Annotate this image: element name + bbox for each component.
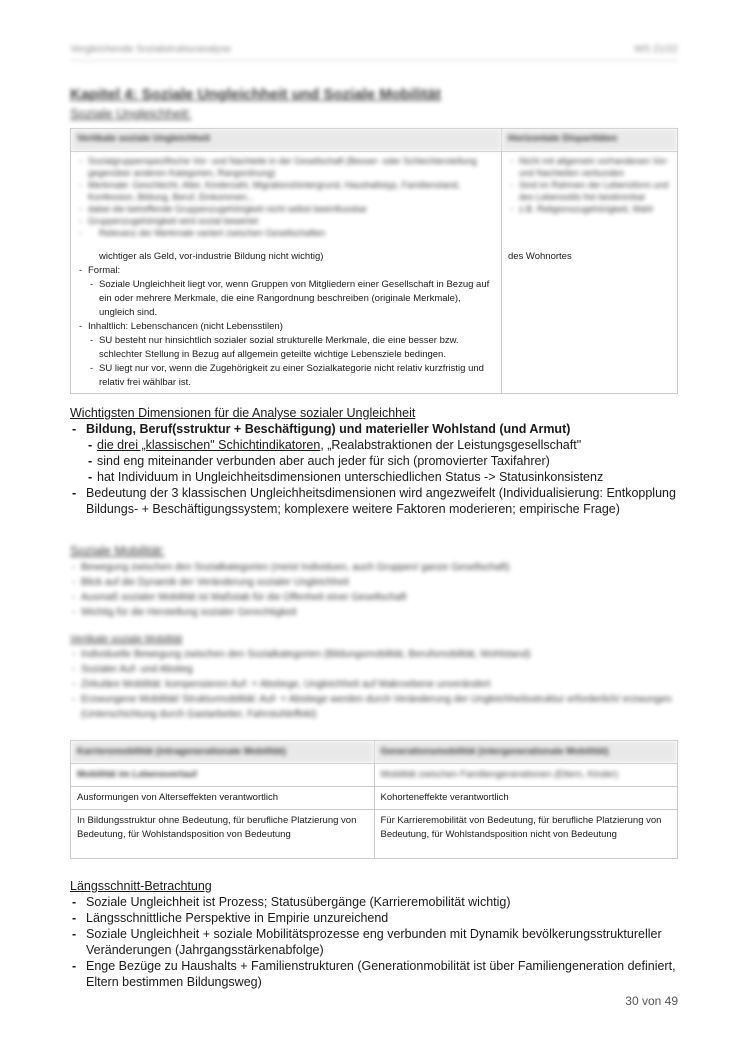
vertical-mobility-title: Vertikale soziale Mobilität	[70, 634, 183, 645]
table2-cell: Für Karrieremobilität von Bedeutung, für berufliche Platzierung von Bedeutung, für Wohlstandsposition nicht von Bedeutung	[374, 810, 678, 859]
list-item: - Nicht mit allgemein vorhandenen Vor- und Nachteilen verbunden	[508, 155, 671, 179]
inhaltlich-item: - SU besteht nur hinsichtlich sozialer sozial strukturelle Merkmale, die eine besser bzw. schlechter Stellung in Bezug auf allgemein geteilte wichtige Lebensziele bedingen.	[88, 334, 495, 362]
list-item: - z.B. Religionszugehörigkeit, Wahl	[508, 203, 671, 215]
mobility-table	[70, 740, 678, 859]
list-item: - Sozialgruppenspezifische Vor- und Nachteile in der Gesellschaft (Besser- oder Schlechterstellung gegenüber anderen Kategorien, Rangordnung)	[77, 155, 495, 179]
table2-cell: Mobilität zwischen Familiengenerationen (Eltern, Kinder)	[374, 764, 678, 787]
dimensions-section	[70, 405, 682, 517]
section-title-ungleichheit: Soziale Ungleichheit:	[70, 106, 192, 121]
list-item: - sind eng miteinander verbunden aber auch jeder für sich (promovierter Taxifahrer)	[86, 453, 682, 469]
list-item: - Bewegung zwischen den Sozialkategorien (meist Individuen, auch Gruppen/ ganze Gesellschaft)	[70, 560, 678, 575]
list-item: - dabei die betreffende Gruppenzugehörigkeit nicht selbst beeinflussbar	[77, 203, 495, 215]
inhaltlich-label: Inhaltlich: Lebenschancen (nicht Lebensstilen)	[88, 321, 283, 332]
list-item: - Wichtig für die Herstellung sozialer Gerechtigkeit	[70, 605, 678, 620]
list-item: - Blick auf die Dynamik der Veränderung sozialer Ungleichheit	[70, 575, 678, 590]
header-right: WS 21/22	[634, 44, 678, 55]
table2-cell: Mobilität im Lebensverlauf	[71, 764, 375, 787]
list-item: - Soziale Ungleichheit + soziale Mobilitätsprozesse eng verbunden mit Dynamik bevölkerungsstruktureller Veränderungen (Jahrgangsstärkenabfolge)	[70, 926, 682, 958]
list-item	[86, 437, 682, 453]
list-item: - Erzwungene Mobilität/ Strukturmobilität: Auf- + Abstiege werden durch Veränderung der Ungleichheitsstruktur erforderlich/ erzwungen (Unterschichtung durch Gastarbeiter, Fahrstuhleffekt)	[70, 692, 678, 722]
list-item: - Ausmaß sozialer Mobilität ist Maßstab für die Offenheit einer Gesellschaft	[70, 590, 678, 605]
chapter-title: Kapitel 4: Soziale Ungleichheit und Soziale Mobilität	[70, 86, 441, 103]
drei-suffix: , „Realabstraktionen der Leistungsgesellschaft"	[320, 438, 582, 452]
table2-header-karriere: Karrieremobilität (intragenerationale Mobilität)	[71, 741, 375, 764]
list-item: - hat Individuum in Ungleichheitsdimensionen unterschiedlichen Status -> Statusinkonsistenz	[86, 469, 682, 485]
inhaltlich-item: - SU liegt nur vor, wenn die Zugehörigkeit zu einer Sozialkategorie nicht relativ kurzfristig und relativ frei wählbar ist.	[88, 362, 495, 390]
list-item: - Gruppenzugehörigkeit wird sozial bewertet	[77, 215, 495, 227]
list-item: - Enge Bezüge zu Haushalts + Familienstrukturen (Generationmobilität ist über Familiengeneration definiert, Eltern bestimmen Bildungsweg)	[70, 958, 682, 990]
mobility-title: Soziale Mobilität:	[70, 544, 165, 558]
table1-cell-vertical	[71, 152, 502, 394]
longitudinal-title: Längsschnitt-Betrachtung	[70, 879, 212, 893]
list-item: - Merkmale: Geschlecht, Alter, Kinderzahl, Migrationshintergrund, Haushaltstyp, Familienstand, Konfession, Bildung, Beruf, Einkommen...	[77, 179, 495, 203]
table1-header-horizontal: Horizontale Disparitäten	[501, 129, 677, 152]
mobility-section	[70, 542, 678, 722]
dimensions-main	[70, 421, 682, 485]
page-number: 30 von 49	[625, 994, 678, 1008]
dimensions-main-text: Bildung, Beruf(sstruktur + Beschäftigung) und materieller Wohlstand (und Armut)	[86, 422, 571, 436]
dimensions-title: Wichtigsten Dimensionen für die Analyse sozialer Ungleichheit	[70, 406, 416, 420]
ungleichheit-table	[70, 128, 678, 394]
list-item: - Sind im Rahmen der Lebensform und des Lebensstils frei bestimmbar	[508, 179, 671, 203]
header-divider	[70, 60, 678, 61]
table1-col2-tail: des Wohnortes	[507, 251, 572, 262]
table2-cell: Kohorteneffekte verantwortlich	[374, 787, 678, 810]
table2-cell: In Bildungsstruktur ohne Bedeutung, für berufliche Platzierung von Bedeutung, für Wohlstandsposition von Bedeutung	[71, 810, 375, 859]
list-item: - Zirkuläre Mobilität: kompensieren Auf- + Abstiege, Ungleichheit auf Makroebene unverändert	[70, 677, 678, 692]
formal-label: Formal:	[88, 265, 121, 276]
formal-text: - Soziale Ungleichheit liegt vor, wenn Gruppen von Mitgliedern einer Gesellschaft in Bezug auf ein oder mehrere Merkmale, die eine Rangordnung beschreiben (originale Merkmale), ungleich sind.	[88, 278, 495, 320]
table2-header-generation: Generationsmobilität (intergenerationale Mobilität)	[374, 741, 678, 764]
list-item: - Soziale Ungleichheit ist Prozess; Statusübergänge (Karrieremobilität wichtig)	[70, 894, 682, 910]
longitudinal-section	[70, 878, 682, 990]
list-item: - Relevanz der Merkmale variiert zwischen Gesellschaften	[77, 227, 495, 239]
drei-indikatoren: die drei „klassischen" Schichtindikatoren	[97, 438, 321, 452]
table2-cell: Ausformungen von Alterseffekten verantwortlich	[71, 787, 375, 810]
list-item: - Sozialer Auf- und Abstieg	[70, 662, 678, 677]
header-left: Vergleichende Sozialstrukturanalyse	[70, 44, 232, 55]
list-item: - Längsschnittliche Perspektive in Empirie unzureichend	[70, 910, 682, 926]
table1-header-vertical: Vertikale soziale Ungleichheit	[71, 129, 502, 152]
table1-cell-horizontal	[501, 152, 677, 394]
table1-visible-tail: wichtiger als Geld, vor-industrie Bildung nicht wichtig)	[99, 251, 324, 262]
list-item: - Individuelle Bewegung zwischen den Sozialkategorien (Bildungsmobilität, Berufsmobilität, Wohlstand)	[70, 647, 678, 662]
dimensions-bedeutung: - Bedeutung der 3 klassischen Ungleichheitsdimensionen wird angezweifelt (Individualisierung: Entkopplung Bildungs- + Beschäftigungssystem; komplexere weitere Faktoren moderieren; empirische Frage)	[70, 485, 682, 517]
